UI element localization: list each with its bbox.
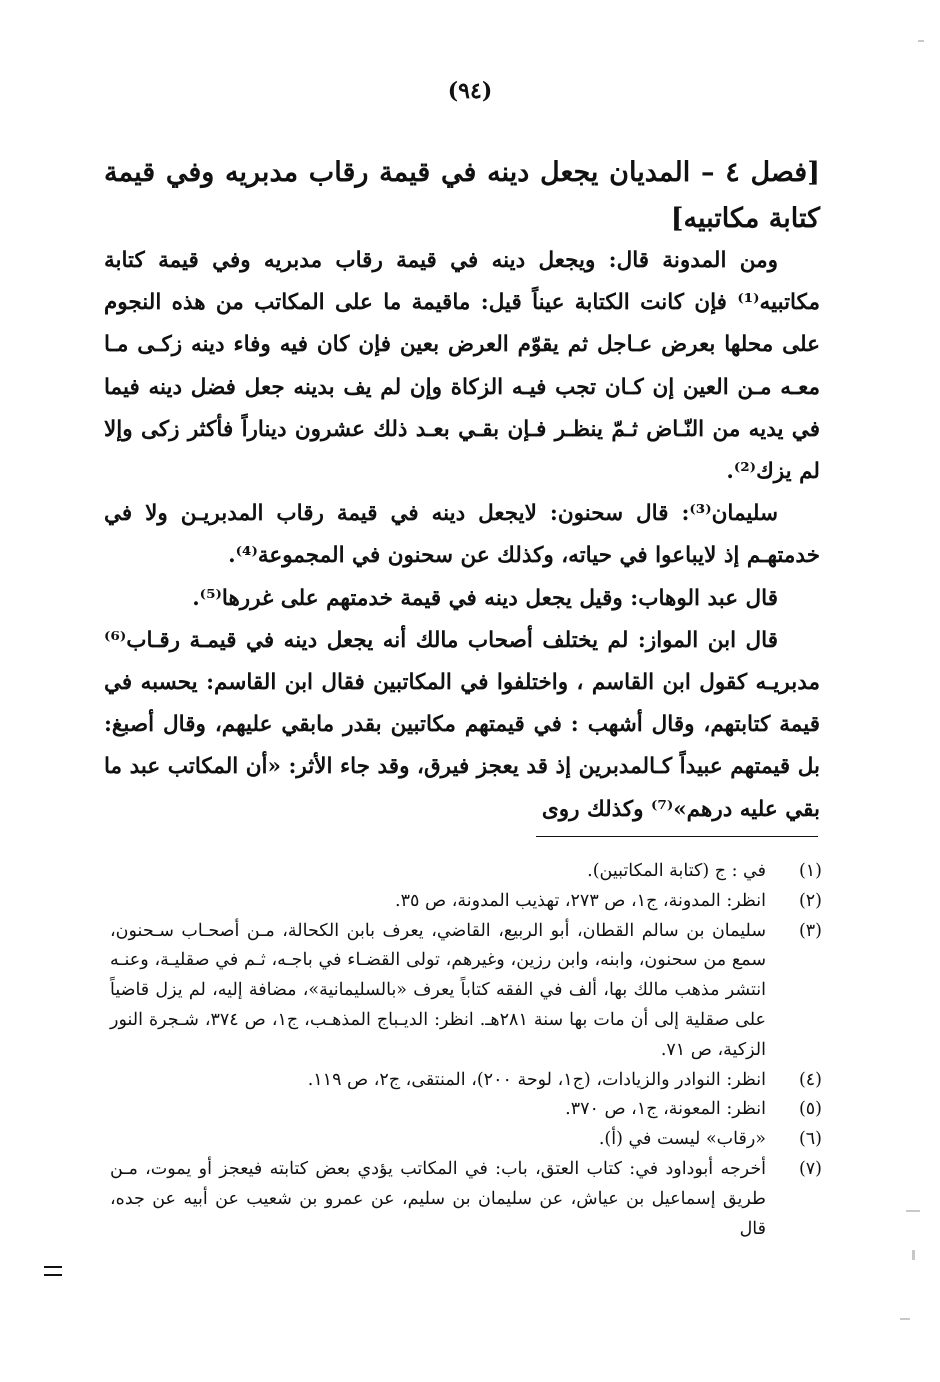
footnote-text: سليمان بن سالم القطان، أبو الربيع، القاضي، يعرف بابن الكحالة، مـن أصحـاب سـحنون، سمع من سحنون، وابنه، وابن رزين، وغيرهم، تولى القضـاء في باجـه، ثـم في صقليـة، وعنـه انتشر مذهب مالك بها، ألف في الفقه كتاباً يعرف «بالسليمانية»، مضافة إليه، لم يزل قاضياً على صقلية إلى أن مات بها سنة ٢٨١هـ. انظر: الديـباج المذهـب، ج١، ص ٣٧٤، شـجرة النور الزكية، ص ٧١. bbox=[110, 920, 767, 1060]
footnote bbox=[110, 1095, 822, 1125]
body-paragraph: ومن المدونة قال: ويجعل دينه في قيمة رقاب مدبريه وفي قيمة كتابة مكاتبيه⁽¹⁾ فإن كانت الكتابة عيناً قيل: ماقيمة ما على المكاتب من هذه النجوم على محلها بعرض عـاجل ثم يقوّم العرض بعين فإن كان فيه وفاء دينه زكـى مـا معـه مـن العين إن كـان تجب فيـه الزكاة وإن لم يف بدينه جعل فضل دينه فيما في يديه من النّـاض ثـمّ ينظـر فـإن بقـي بعـد ذلك عشرون ديناراً فأكثر زكى وإلا لم يزك⁽²⁾. bbox=[104, 248, 820, 485]
scan-speck bbox=[912, 1250, 915, 1260]
body-text bbox=[104, 240, 820, 831]
footnote-text: انظر: المعونة، ج١، ص ٣٧٠. bbox=[565, 1099, 766, 1120]
body-paragraph: سليمان⁽³⁾: قال سحنون: لايجعل دينه في قيمة رقاب المدبريـن ولا في خدمتهـم إذ لايباعوا في حياته، وكذلك عن سحنون في المجموعة⁽⁴⁾. bbox=[104, 501, 820, 569]
body-paragraph: قال ابن المواز: لم يختلف أصحاب مالك أنه يجعل دينه في قيمـة رقـاب⁽⁶⁾ مدبريـه كقول ابن القاسم ، واختلفوا في المكاتبين فقال ابن القاسم: يحسبه في قيمة كتابتهم، وقال أشهب : في قيمتهم مكاتبين بقدر مابقي عليهم، وقال أصبغ: بل قيمتهم عبيداً كـالمدبرين إذ قد يعجز فيرق، وقد جاء الأثر: «أن المكاتب عبد ما بقي عليه درهم»⁽⁷⁾ وكذلك روى bbox=[104, 627, 820, 822]
footnote-text: انظر: المدونة، ج١، ص ٢٧٣، تهذيب المدونة، ص ٣٥. bbox=[395, 890, 766, 911]
footnote bbox=[110, 857, 822, 887]
scan-speck bbox=[900, 1318, 910, 1320]
footnote bbox=[110, 917, 822, 1066]
footnotes bbox=[110, 857, 822, 1244]
footnote-text: «رقاب» ليست في (أ). bbox=[598, 1129, 766, 1150]
footnote-number: (١) bbox=[798, 861, 822, 881]
footnote-text: انظر: النوادر والزيادات، (ج١، لوحة ٢٠٠)، المنتقى، ج٢، ص ١١٩. bbox=[307, 1069, 766, 1090]
page-number: (٩٤) bbox=[447, 78, 493, 104]
footnote-number: (٥) bbox=[798, 1099, 822, 1120]
section-heading: [فصل ٤ – المديان يجعل دينه في قيمة رقاب مدبريه وفي قيمة كتابة مكاتبيه] bbox=[104, 157, 820, 234]
footnote-text: أخرجه أبوداود في: كتاب العتق، باب: في المكاتب يؤدي بعض كتابته فيعجز أو يموت، مـن طريق إسماعيل بن عياش، عن سليمان بن سليم، عن عمرو بن شعيب عن أبيه عن جده، قال bbox=[110, 1158, 766, 1239]
footnote bbox=[110, 1155, 822, 1244]
footnote-number: (٣) bbox=[798, 920, 822, 941]
footnote bbox=[110, 887, 822, 917]
footnote bbox=[110, 1066, 822, 1096]
footnote-separator bbox=[536, 836, 818, 837]
body-paragraph: قال عبد الوهاب: وقيل يجعل دينه في قيمة خدمتهم على غررها⁽⁵⁾. bbox=[192, 585, 778, 611]
footnote-text: في : ج (كتابة المكاتبين). bbox=[587, 861, 766, 881]
footnote-number: (٦) bbox=[798, 1129, 822, 1150]
footnote-number: (٤) bbox=[798, 1069, 822, 1090]
footnote bbox=[110, 1125, 822, 1155]
footnote-number: (٢) bbox=[798, 890, 822, 911]
scan-speck bbox=[906, 1210, 920, 1212]
footnote-number: (٧) bbox=[798, 1158, 822, 1179]
continuation-mark bbox=[44, 1266, 62, 1276]
scan-speck bbox=[918, 40, 924, 42]
